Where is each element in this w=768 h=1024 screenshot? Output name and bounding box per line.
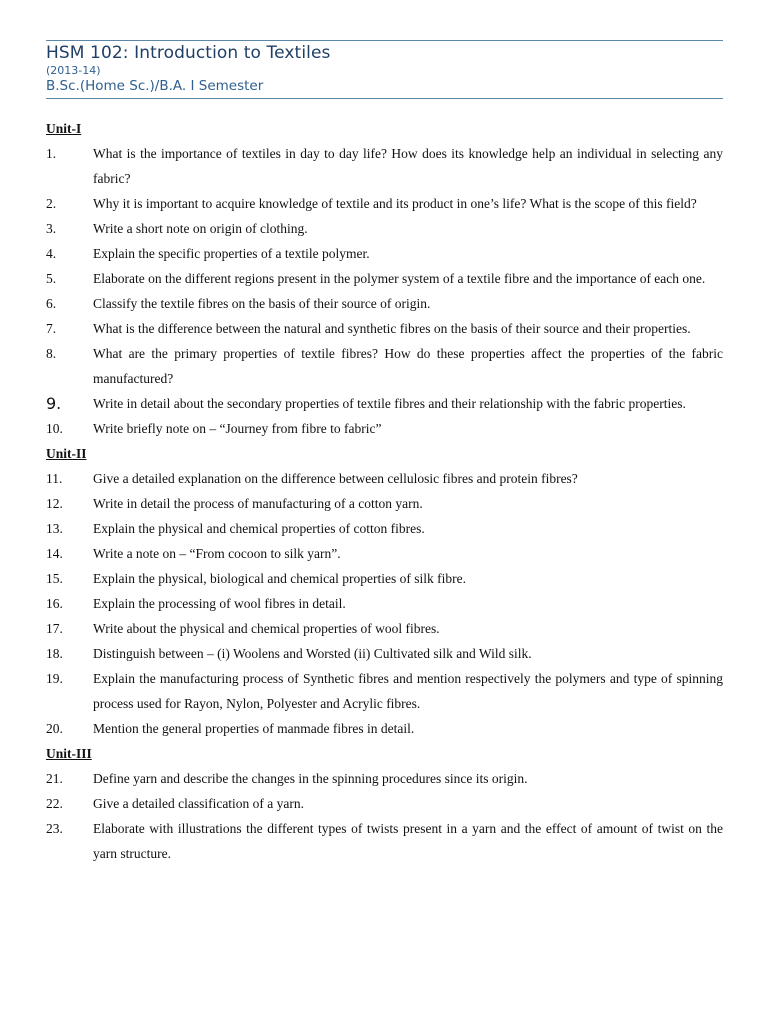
document-header xyxy=(46,40,723,99)
question-text: Mention the general properties of manmade fibres in detail. xyxy=(93,721,415,736)
question-item xyxy=(46,716,723,741)
question-text: Give a detailed explanation on the difference between cellulosic fibres and protein fibres? xyxy=(93,471,578,486)
question-text: Write about the physical and chemical properties of wool fibres. xyxy=(93,621,440,636)
question-text: Why it is important to acquire knowledge of textile and its product in one’s life? What is the scope of this field? xyxy=(93,196,697,211)
question-item xyxy=(46,266,723,291)
question-text: Write in detail about the secondary properties of textile fibres and their relationship with the fabric properties. xyxy=(93,396,686,411)
question-number: 2. xyxy=(46,196,57,211)
question-number: 13. xyxy=(46,521,63,536)
question-text: Explain the manufacturing process of Synthetic fibres and mention respectively the polymers and type of spinning process used for Rayon, Nylon, Polyester and Acrylic fibres. xyxy=(93,671,723,711)
unit-heading: Unit-I xyxy=(46,121,82,136)
question-text: Explain the physical and chemical properties of cotton fibres. xyxy=(93,521,425,536)
question-item xyxy=(46,666,723,716)
question-item xyxy=(46,591,723,616)
question-text: Write a note on – “From cocoon to silk yarn”. xyxy=(93,546,341,561)
question-text: Explain the specific properties of a textile polymer. xyxy=(93,246,370,261)
question-item xyxy=(46,791,723,816)
program-name: B.Sc.(Home Sc.)/B.A. I Semester xyxy=(46,78,264,94)
question-item xyxy=(46,316,723,341)
question-item xyxy=(46,766,723,791)
question-number: 19. xyxy=(46,671,63,686)
question-number: 12. xyxy=(46,496,63,511)
question-text: What is the importance of textiles in day to day life? How does its knowledge help an individual in selecting any fabric? xyxy=(93,146,723,186)
question-number: 15. xyxy=(46,571,63,586)
academic-year: (2013-14) xyxy=(46,64,101,77)
question-number: 20. xyxy=(46,721,63,736)
question-item xyxy=(46,541,723,566)
question-text: Write in detail the process of manufacturing of a cotton yarn. xyxy=(93,496,423,511)
question-item xyxy=(46,816,723,866)
question-number: 23. xyxy=(46,821,63,836)
question-item xyxy=(46,291,723,316)
question-item xyxy=(46,641,723,666)
question-number: 17. xyxy=(46,621,63,636)
question-text: Explain the processing of wool fibres in detail. xyxy=(93,596,346,611)
question-item xyxy=(46,191,723,216)
question-number: 9. xyxy=(46,394,62,413)
question-text: Define yarn and describe the changes in the spinning procedures since its origin. xyxy=(93,771,528,786)
question-item xyxy=(46,491,723,516)
question-number: 8. xyxy=(46,346,57,361)
unit-heading: Unit-III xyxy=(46,746,92,761)
course-title: HSM 102: Introduction to Textiles xyxy=(46,43,331,63)
question-item xyxy=(46,141,723,191)
question-number: 7. xyxy=(46,321,57,336)
question-number: 18. xyxy=(46,646,63,661)
question-number: 16. xyxy=(46,596,63,611)
question-number: 5. xyxy=(46,271,57,286)
header-bottom-rule xyxy=(46,98,723,99)
question-number: 3. xyxy=(46,221,57,236)
question-text: Elaborate on the different regions present in the polymer system of a textile fibre and the importance of each one. xyxy=(93,271,706,286)
question-item xyxy=(46,566,723,591)
question-text: What is the difference between the natural and synthetic fibres on the basis of their source and their properties. xyxy=(93,321,691,336)
question-number: 21. xyxy=(46,771,63,786)
question-number: 22. xyxy=(46,796,63,811)
question-item xyxy=(46,516,723,541)
question-number: 6. xyxy=(46,296,57,311)
question-text: Distinguish between – (i) Woolens and Worsted (ii) Cultivated silk and Wild silk. xyxy=(93,646,532,661)
question-text: Write a short note on origin of clothing. xyxy=(93,221,308,236)
header-top-rule xyxy=(46,40,723,41)
question-text: Explain the physical, biological and chemical properties of silk fibre. xyxy=(93,571,467,586)
question-number: 4. xyxy=(46,246,57,261)
question-number: 11. xyxy=(46,471,63,486)
question-item xyxy=(46,216,723,241)
question-number: 10. xyxy=(46,421,63,436)
question-number: 1. xyxy=(46,146,57,161)
question-text: What are the primary properties of textile fibres? How do these properties affect the properties of the fabric manufactured? xyxy=(93,346,723,386)
question-item xyxy=(46,391,723,416)
question-item xyxy=(46,241,723,266)
question-text: Elaborate with illustrations the different types of twists present in a yarn and the effect of amount of twist on the yarn structure. xyxy=(93,821,723,861)
question-item xyxy=(46,416,723,441)
question-item xyxy=(46,466,723,491)
question-text: Give a detailed classification of a yarn. xyxy=(93,796,305,811)
question-item xyxy=(46,616,723,641)
question-item xyxy=(46,341,723,391)
question-number: 14. xyxy=(46,546,63,561)
unit-heading: Unit-II xyxy=(46,446,87,461)
question-text: Classify the textile fibres on the basis of their source of origin. xyxy=(93,296,431,311)
question-text: Write briefly note on – “Journey from fibre to fabric” xyxy=(93,421,382,436)
question-list xyxy=(46,116,723,866)
